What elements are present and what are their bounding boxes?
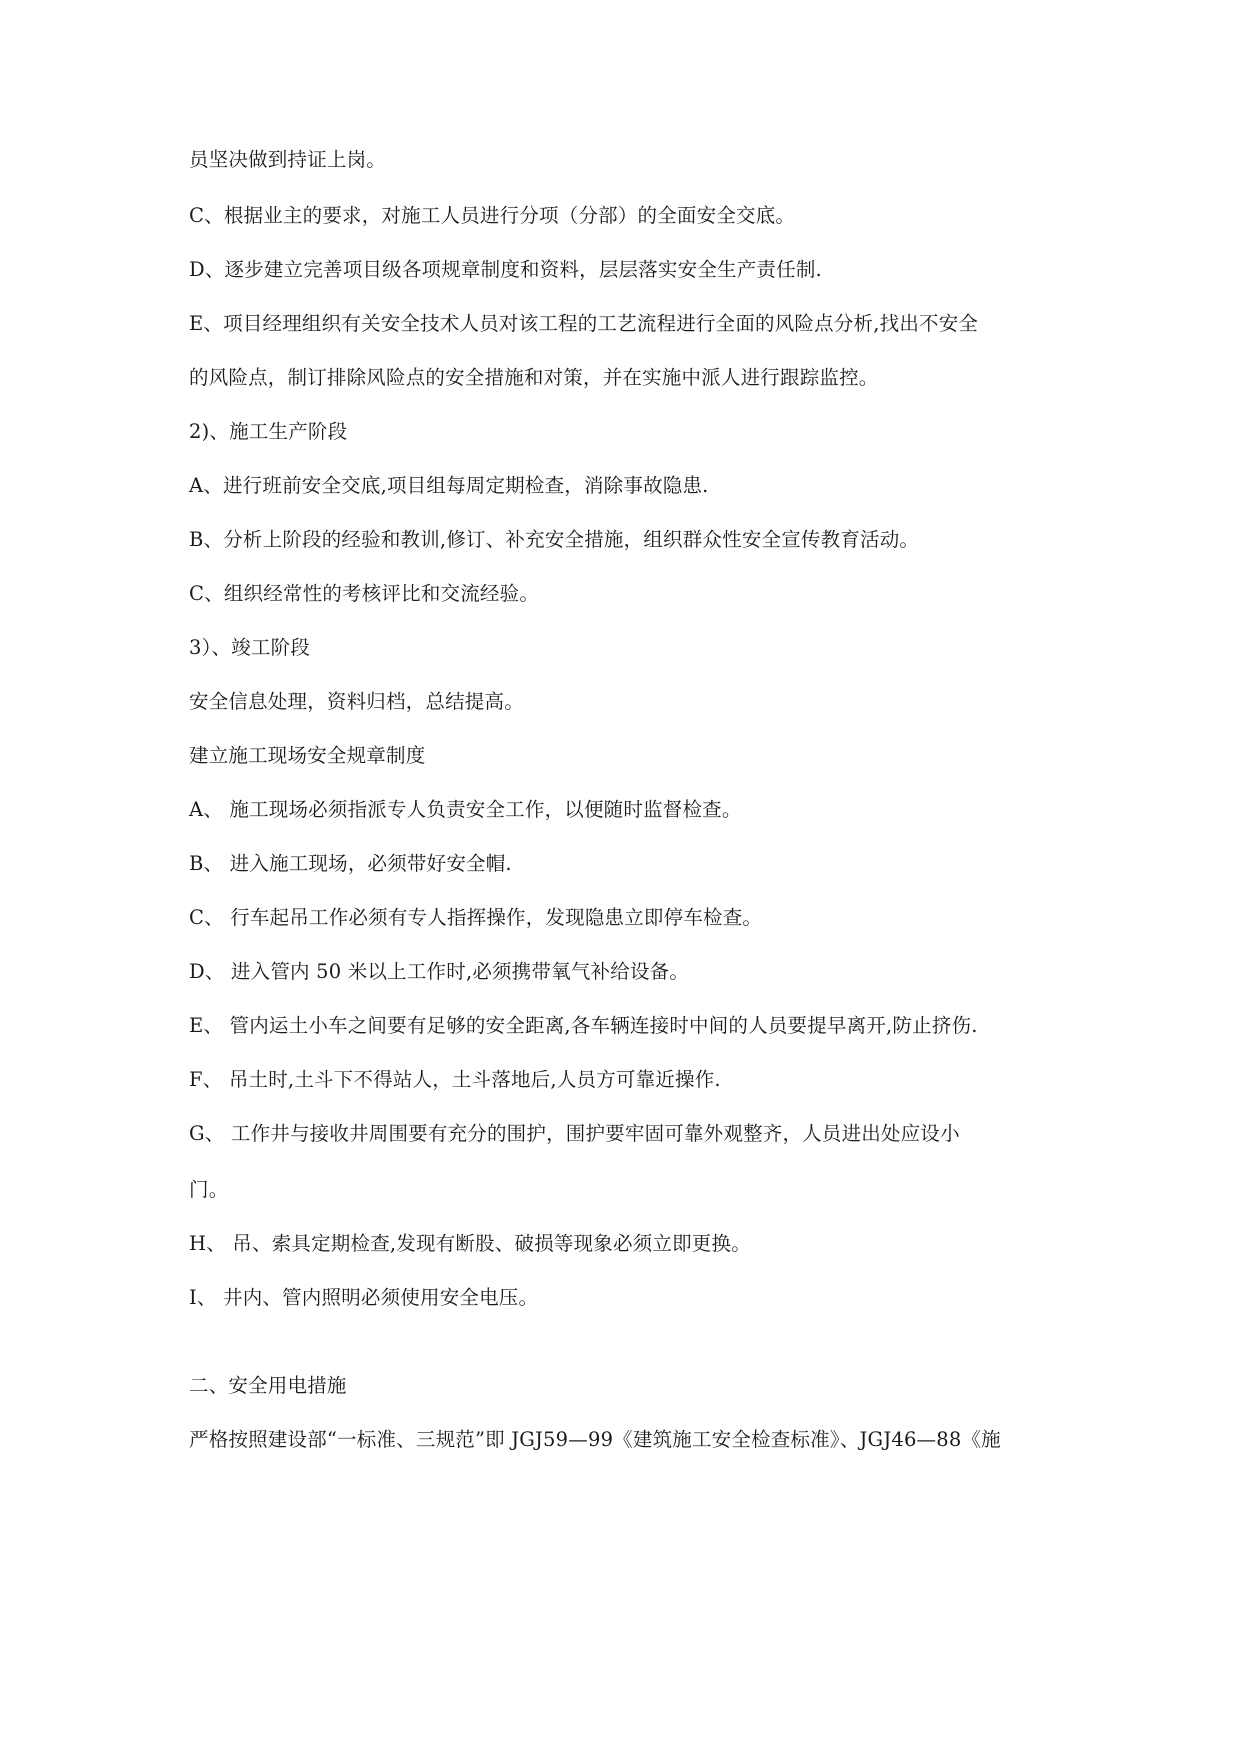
text-line: D、逐步建立完善项目级各项规章制度和资料，层层落实安全生产责任制. — [189, 258, 822, 281]
text-line: G、 工作井与接收井周围要有充分的围护，围护要牢固可靠外观整齐，人员进出处应设小 — [189, 1122, 960, 1145]
text-line: C、 行车起吊工作必须有专人指挥操作，发现隐患立即停车检查。 — [189, 906, 763, 929]
section-heading: 3）、竣工阶段 — [189, 636, 311, 659]
text-line: E、 管内运土小车之间要有足够的安全距离,各车辆连接时中间的人员要提早离开,防止挤伤. — [189, 1014, 978, 1037]
section-heading: 2)、施工生产阶段 — [189, 420, 348, 443]
text-line: A、 施工现场必须指派专人负责安全工作，以便随时监督检查。 — [189, 798, 742, 821]
text-line: B、分析上阶段的经验和教训,修订、补充安全措施，组织群众性安全宣传教育活动。 — [189, 528, 920, 551]
text-line: H、 吊、索具定期检查,发现有断股、破损等现象必须立即更换。 — [189, 1232, 751, 1255]
text-line: D、 进入管内 50 米以上工作时,必须携带氧气补给设备。 — [189, 960, 690, 983]
text-line: B、 进入施工现场，必须带好安全帽. — [189, 852, 512, 875]
text-line: I、 井内、管内照明必须使用安全电压。 — [189, 1286, 539, 1309]
text-line: 安全信息处理，资料归档，总结提高。 — [189, 690, 524, 713]
section-heading: 二、安全用电措施 — [189, 1374, 347, 1397]
text-line: E、项目经理组织有关安全技术人员对该工程的工艺流程进行全面的风险点分析,找出不安全 — [189, 312, 979, 335]
text-line: 员坚决做到持证上岗。 — [189, 148, 387, 171]
text-line: 的风险点，制订排除风险点的安全措施和对策，并在实施中派人进行跟踪监控。 — [189, 366, 879, 389]
text-line: 严格按照建设部“一标准、三规范”即 JGJ59—99《建筑施工安全检查标准》、JGJ46—88《施 — [189, 1428, 1001, 1451]
text-line: C、组织经常性的考核评比和交流经验。 — [189, 582, 540, 605]
text-line: F、 吊土时,土斗下不得站人，土斗落地后,人员方可靠近操作. — [189, 1068, 721, 1091]
text-line: A、进行班前安全交底,项目组每周定期检查，消除事故隐患. — [189, 474, 709, 497]
text-line: 门。 — [189, 1178, 229, 1201]
section-heading: 建立施工现场安全规章制度 — [189, 744, 426, 767]
text-line: C、根据业主的要求，对施工人员进行分项（分部）的全面安全交底。 — [189, 204, 796, 227]
